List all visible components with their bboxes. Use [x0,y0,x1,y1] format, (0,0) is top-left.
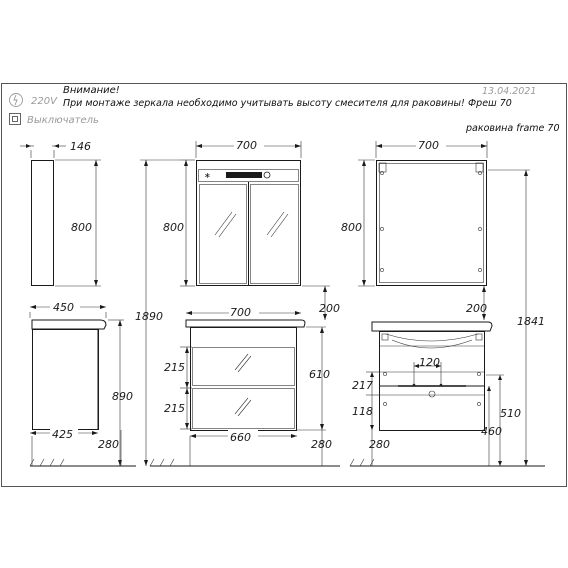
switch-icon [10,114,21,125]
power-label: 220V [31,96,57,107]
dim-cabinet-side-floor: 280 [98,438,119,451]
side-view-cabinet [30,300,133,466]
dim-cabinet-side-height: 890 [112,390,133,403]
dim-front-cabinet-width: 700 [230,306,251,319]
warning-title: Внимание! [63,85,120,96]
dim-back-pipe-spacing: 120 [419,356,440,369]
svg-text:∗: ∗ [204,171,211,180]
dim-front-mirror-height: 800 [163,221,184,234]
dim-mirror-side-height: 800 [71,221,92,234]
dim-front-mirror-width: 700 [236,139,257,152]
back-view-mirror [341,139,487,286]
side-view-mirror [20,140,101,286]
dim-front-cabinet-bottom-width: 660 [230,431,251,444]
dim-mirror-side-depth: 146 [70,140,91,153]
front-view-cabinet [164,306,332,466]
switch-label: Выключатель [27,115,99,126]
dim-back-mount-510: 510 [500,407,521,420]
dim-back-mirror-width: 700 [418,139,439,152]
product-mirror: Фреш 70 [468,98,512,109]
date-stamp: 13.04.2021 [482,86,537,97]
power-icon [10,94,23,107]
product-sink: раковина frame 70 [466,123,560,134]
dim-cabinet-side-bottom-depth: 425 [52,428,73,441]
dim-back-mirror-gap: 200 [466,302,487,315]
dim-front-cabinet-floor: 280 [311,438,332,451]
back-view-cabinet [352,322,521,466]
dim-back-floor: 280 [369,438,390,451]
dim-back-mount-460: 460 [481,425,502,438]
dim-back-drain-height: 118 [352,405,373,418]
dim-cabinet-side-depth: 450 [53,301,74,314]
dim-back-pipe-height: 217 [352,379,373,392]
dim-back-mirror-height: 800 [341,221,362,234]
dim-drawer1-height: 215 [164,361,185,374]
warning-text: При монтаже зеркала необходимо учитывать высоту смесителя для раковины! [63,98,465,109]
dim-drawer2-height: 215 [164,402,185,415]
dim-back-total-height: 1841 [517,315,545,328]
header-notes [63,85,560,134]
front-view-mirror [163,139,301,286]
dim-front-cabinet-height: 610 [309,368,330,381]
dim-total-height-front: 1890 [135,310,163,323]
dim-mirror-gap: 200 [319,302,340,315]
